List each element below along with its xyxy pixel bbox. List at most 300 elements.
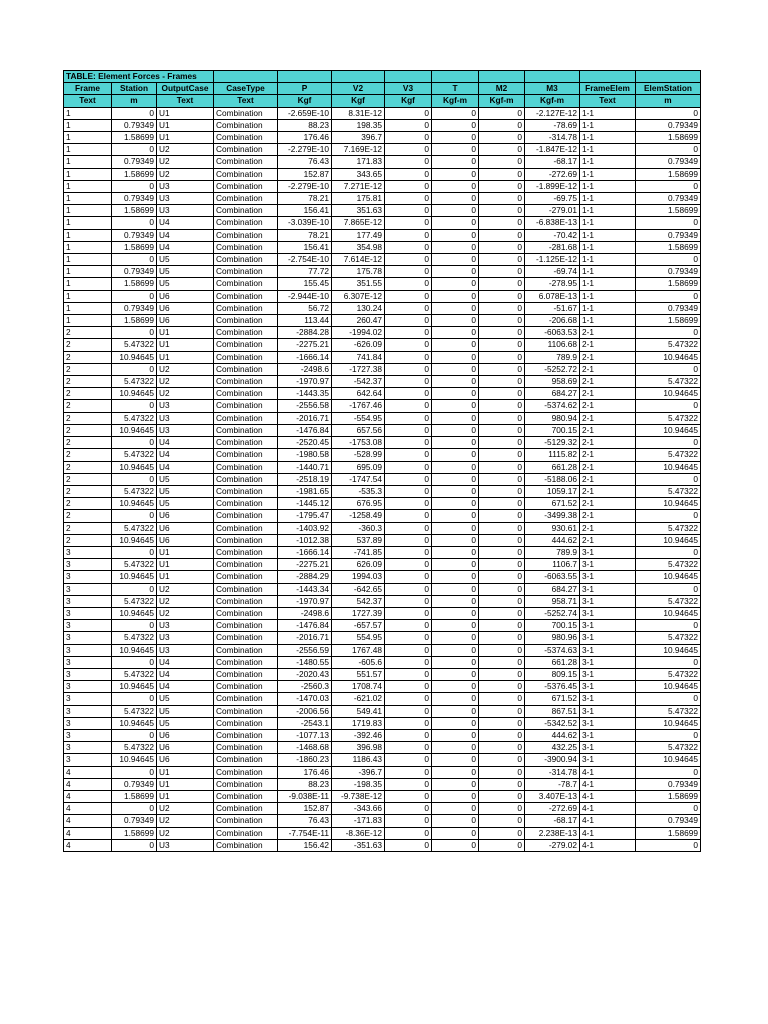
m3-cell: -5376.45 xyxy=(525,681,580,693)
frame-cell: 2 xyxy=(64,412,112,424)
m3-cell: 789.9 xyxy=(525,351,580,363)
output-case-cell: U1 xyxy=(157,559,214,571)
station-cell: 0 xyxy=(112,327,157,339)
case-type-cell: Combination xyxy=(214,180,278,192)
station-cell: 5.47322 xyxy=(112,412,157,424)
station-cell: 0 xyxy=(112,766,157,778)
v2-cell: 171.83 xyxy=(332,156,385,168)
case-type-cell: Combination xyxy=(214,693,278,705)
table-row xyxy=(64,705,701,717)
output-case-cell: U5 xyxy=(157,266,214,278)
table-row xyxy=(64,717,701,729)
elem-station-cell: 0.79349 xyxy=(636,156,701,168)
table-row xyxy=(64,729,701,741)
station-cell: 1.58699 xyxy=(112,241,157,253)
frame-cell: 1 xyxy=(64,278,112,290)
frame-cell: 1 xyxy=(64,241,112,253)
table-row xyxy=(64,290,701,302)
table-row xyxy=(64,254,701,266)
table-row xyxy=(64,546,701,558)
m3-cell: 809.15 xyxy=(525,668,580,680)
station-cell: 0 xyxy=(112,693,157,705)
frame-elem-cell: 2-1 xyxy=(580,400,636,412)
v2-cell: -1753.08 xyxy=(332,437,385,449)
frame-elem-cell: 1-1 xyxy=(580,278,636,290)
unit-cell: Text xyxy=(214,95,278,107)
table-row xyxy=(64,644,701,656)
m2-cell: 0 xyxy=(479,351,525,363)
elem-station-cell: 0 xyxy=(636,510,701,522)
m3-cell: -314.78 xyxy=(525,766,580,778)
elem-station-cell: 10.94645 xyxy=(636,607,701,619)
output-case-cell: U2 xyxy=(157,583,214,595)
frame-cell: 2 xyxy=(64,388,112,400)
output-case-cell: U5 xyxy=(157,254,214,266)
t-cell: 0 xyxy=(432,437,479,449)
table-row xyxy=(64,571,701,583)
output-case-cell: U3 xyxy=(157,839,214,851)
p-cell: -1476.84 xyxy=(278,424,332,436)
frame-cell: 2 xyxy=(64,449,112,461)
output-case-cell: U3 xyxy=(157,400,214,412)
p-cell: -1981.65 xyxy=(278,485,332,497)
m2-cell: 0 xyxy=(479,400,525,412)
elem-station-cell: 1.58699 xyxy=(636,132,701,144)
t-cell: 0 xyxy=(432,559,479,571)
station-cell: 5.47322 xyxy=(112,742,157,754)
output-case-cell: U4 xyxy=(157,241,214,253)
v2-cell: -9.738E-12 xyxy=(332,790,385,802)
m3-cell: 661.28 xyxy=(525,656,580,668)
elem-station-cell: 10.94645 xyxy=(636,571,701,583)
station-cell: 0 xyxy=(112,290,157,302)
m2-cell: 0 xyxy=(479,571,525,583)
v2-cell: 1708.74 xyxy=(332,681,385,693)
output-case-cell: U6 xyxy=(157,302,214,314)
t-cell: 0 xyxy=(432,461,479,473)
frame-cell: 2 xyxy=(64,461,112,473)
elem-station-cell: 1.58699 xyxy=(636,315,701,327)
p-cell: -2560.3 xyxy=(278,681,332,693)
t-cell: 0 xyxy=(432,644,479,656)
case-type-cell: Combination xyxy=(214,376,278,388)
table-row xyxy=(64,412,701,424)
station-cell: 0 xyxy=(112,656,157,668)
m2-cell: 0 xyxy=(479,437,525,449)
case-type-cell: Combination xyxy=(214,766,278,778)
v3-cell: 0 xyxy=(385,412,432,424)
frame-cell: 2 xyxy=(64,534,112,546)
case-type-cell: Combination xyxy=(214,571,278,583)
elem-station-cell: 5.47322 xyxy=(636,595,701,607)
station-cell: 5.47322 xyxy=(112,522,157,534)
station-cell: 5.47322 xyxy=(112,632,157,644)
elem-station-cell: 1.58699 xyxy=(636,241,701,253)
case-type-cell: Combination xyxy=(214,668,278,680)
output-case-cell: U5 xyxy=(157,485,214,497)
case-type-cell: Combination xyxy=(214,156,278,168)
t-cell: 0 xyxy=(432,546,479,558)
m3-cell: 671.52 xyxy=(525,498,580,510)
m3-cell: -6063.53 xyxy=(525,327,580,339)
station-cell: 5.47322 xyxy=(112,376,157,388)
frame-elem-cell: 1-1 xyxy=(580,315,636,327)
table-row xyxy=(64,790,701,802)
frame-cell: 2 xyxy=(64,498,112,510)
v2-cell: -1747.54 xyxy=(332,473,385,485)
elem-station-cell: 0.79349 xyxy=(636,778,701,790)
unit-cell: Kgf xyxy=(332,95,385,107)
p-cell: -1445.12 xyxy=(278,498,332,510)
m2-cell: 0 xyxy=(479,107,525,119)
output-case-cell: U2 xyxy=(157,144,214,156)
p-cell: -1980.58 xyxy=(278,449,332,461)
elem-station-cell: 0 xyxy=(636,839,701,851)
elem-station-cell: 5.47322 xyxy=(636,522,701,534)
m2-cell: 0 xyxy=(479,119,525,131)
table-row xyxy=(64,681,701,693)
column-header-row xyxy=(64,83,701,95)
m3-cell: -68.17 xyxy=(525,156,580,168)
m2-cell: 0 xyxy=(479,339,525,351)
output-case-cell: U1 xyxy=(157,766,214,778)
case-type-cell: Combination xyxy=(214,754,278,766)
p-cell: -2.944E-10 xyxy=(278,290,332,302)
case-type-cell: Combination xyxy=(214,315,278,327)
t-cell: 0 xyxy=(432,339,479,351)
elem-station-cell: 10.94645 xyxy=(636,351,701,363)
frame-cell: 2 xyxy=(64,339,112,351)
station-cell: 1.58699 xyxy=(112,168,157,180)
station-cell: 0 xyxy=(112,473,157,485)
frame-cell: 3 xyxy=(64,742,112,754)
p-cell: -2.659E-10 xyxy=(278,107,332,119)
column-header: Frame xyxy=(64,83,112,95)
output-case-cell: U1 xyxy=(157,546,214,558)
frame-cell: 2 xyxy=(64,327,112,339)
p-cell: 88.23 xyxy=(278,778,332,790)
output-case-cell: U6 xyxy=(157,729,214,741)
v2-cell: 7.865E-12 xyxy=(332,217,385,229)
t-cell: 0 xyxy=(432,168,479,180)
output-case-cell: U2 xyxy=(157,827,214,839)
station-cell: 0 xyxy=(112,546,157,558)
v3-cell: 0 xyxy=(385,339,432,351)
station-cell: 0 xyxy=(112,254,157,266)
case-type-cell: Combination xyxy=(214,278,278,290)
table-row xyxy=(64,266,701,278)
output-case-cell: U2 xyxy=(157,607,214,619)
table-row xyxy=(64,193,701,205)
t-cell: 0 xyxy=(432,315,479,327)
frame-elem-cell: 2-1 xyxy=(580,388,636,400)
table-title: TABLE: Element Forces - Frames xyxy=(64,71,214,83)
output-case-cell: U5 xyxy=(157,693,214,705)
unit-cell: Text xyxy=(580,95,636,107)
station-cell: 0.79349 xyxy=(112,778,157,790)
p-cell: 78.21 xyxy=(278,229,332,241)
table-row xyxy=(64,180,701,192)
station-cell: 0 xyxy=(112,217,157,229)
frame-cell: 4 xyxy=(64,815,112,827)
station-cell: 1.58699 xyxy=(112,132,157,144)
station-cell: 0 xyxy=(112,620,157,632)
output-case-cell: U6 xyxy=(157,315,214,327)
m3-cell: 444.62 xyxy=(525,729,580,741)
table-row xyxy=(64,595,701,607)
case-type-cell: Combination xyxy=(214,827,278,839)
p-cell: -2016.71 xyxy=(278,632,332,644)
v3-cell: 0 xyxy=(385,144,432,156)
m2-cell: 0 xyxy=(479,449,525,461)
v3-cell: 0 xyxy=(385,132,432,144)
v2-cell: 551.57 xyxy=(332,668,385,680)
m3-cell: -6.838E-13 xyxy=(525,217,580,229)
p-cell: 56.72 xyxy=(278,302,332,314)
m2-cell: 0 xyxy=(479,254,525,266)
m2-cell: 0 xyxy=(479,180,525,192)
frame-elem-cell: 4-1 xyxy=(580,778,636,790)
station-cell: 0 xyxy=(112,180,157,192)
frame-elem-cell: 4-1 xyxy=(580,827,636,839)
case-type-cell: Combination xyxy=(214,351,278,363)
table-row xyxy=(64,302,701,314)
case-type-cell: Combination xyxy=(214,193,278,205)
output-case-cell: U3 xyxy=(157,193,214,205)
v3-cell: 0 xyxy=(385,254,432,266)
station-cell: 0 xyxy=(112,729,157,741)
v2-cell: 396.98 xyxy=(332,742,385,754)
t-cell: 0 xyxy=(432,412,479,424)
case-type-cell: Combination xyxy=(214,229,278,241)
m2-cell: 0 xyxy=(479,461,525,473)
p-cell: -2543.1 xyxy=(278,717,332,729)
p-cell: -1468.68 xyxy=(278,742,332,754)
output-case-cell: U6 xyxy=(157,534,214,546)
case-type-cell: Combination xyxy=(214,327,278,339)
elem-station-cell: 0 xyxy=(636,363,701,375)
station-cell: 0 xyxy=(112,803,157,815)
v2-cell: 260.47 xyxy=(332,315,385,327)
v2-cell: 1727.39 xyxy=(332,607,385,619)
table-row xyxy=(64,766,701,778)
unit-cell: Text xyxy=(64,95,112,107)
t-cell: 0 xyxy=(432,132,479,144)
t-cell: 0 xyxy=(432,790,479,802)
table-row xyxy=(64,839,701,851)
elem-station-cell: 0 xyxy=(636,656,701,668)
table-row xyxy=(64,534,701,546)
case-type-cell: Combination xyxy=(214,107,278,119)
elem-station-cell: 5.47322 xyxy=(636,632,701,644)
t-cell: 0 xyxy=(432,351,479,363)
m3-cell: 684.27 xyxy=(525,388,580,400)
m3-cell: -1.125E-12 xyxy=(525,254,580,266)
output-case-cell: U6 xyxy=(157,754,214,766)
frame-cell: 2 xyxy=(64,473,112,485)
v2-cell: -343.66 xyxy=(332,803,385,815)
t-cell: 0 xyxy=(432,107,479,119)
t-cell: 0 xyxy=(432,473,479,485)
m3-cell: 2.238E-13 xyxy=(525,827,580,839)
frame-cell: 3 xyxy=(64,632,112,644)
v2-cell: 198.35 xyxy=(332,119,385,131)
elem-station-cell: 10.94645 xyxy=(636,681,701,693)
v2-cell: 1767.48 xyxy=(332,644,385,656)
v3-cell: 0 xyxy=(385,278,432,290)
frame-cell: 3 xyxy=(64,656,112,668)
station-cell: 0.79349 xyxy=(112,302,157,314)
station-cell: 0.79349 xyxy=(112,156,157,168)
m2-cell: 0 xyxy=(479,278,525,290)
table-row xyxy=(64,778,701,790)
output-case-cell: U1 xyxy=(157,132,214,144)
table-body xyxy=(64,107,701,851)
v3-cell: 0 xyxy=(385,705,432,717)
p-cell: -2884.29 xyxy=(278,571,332,583)
v2-cell: 351.55 xyxy=(332,278,385,290)
output-case-cell: U2 xyxy=(157,156,214,168)
t-cell: 0 xyxy=(432,754,479,766)
elem-station-cell: 0.79349 xyxy=(636,193,701,205)
case-type-cell: Combination xyxy=(214,803,278,815)
t-cell: 0 xyxy=(432,534,479,546)
v2-cell: 343.65 xyxy=(332,168,385,180)
frame-elem-cell: 2-1 xyxy=(580,424,636,436)
output-case-cell: U1 xyxy=(157,790,214,802)
frame-elem-cell: 3-1 xyxy=(580,559,636,571)
station-cell: 0 xyxy=(112,437,157,449)
m3-cell: 867.51 xyxy=(525,705,580,717)
table-row xyxy=(64,107,701,119)
m3-cell: -272.69 xyxy=(525,168,580,180)
p-cell: -1077.13 xyxy=(278,729,332,741)
m2-cell: 0 xyxy=(479,217,525,229)
frame-elem-cell: 1-1 xyxy=(580,241,636,253)
t-cell: 0 xyxy=(432,376,479,388)
case-type-cell: Combination xyxy=(214,266,278,278)
frame-cell: 3 xyxy=(64,583,112,595)
output-case-cell: U2 xyxy=(157,363,214,375)
v2-cell: -605.6 xyxy=(332,656,385,668)
v3-cell: 0 xyxy=(385,156,432,168)
p-cell: -1666.14 xyxy=(278,351,332,363)
output-case-cell: U4 xyxy=(157,668,214,680)
output-case-cell: U1 xyxy=(157,778,214,790)
frame-elem-cell: 3-1 xyxy=(580,729,636,741)
v3-cell: 0 xyxy=(385,168,432,180)
p-cell: -1470.03 xyxy=(278,693,332,705)
table-row xyxy=(64,607,701,619)
m2-cell: 0 xyxy=(479,205,525,217)
m3-cell: 6.078E-13 xyxy=(525,290,580,302)
v3-cell: 0 xyxy=(385,205,432,217)
case-type-cell: Combination xyxy=(214,778,278,790)
v2-cell: 177.49 xyxy=(332,229,385,241)
v2-cell: 175.81 xyxy=(332,193,385,205)
t-cell: 0 xyxy=(432,400,479,412)
t-cell: 0 xyxy=(432,180,479,192)
v2-cell: 7.271E-12 xyxy=(332,180,385,192)
v2-cell: -8.36E-12 xyxy=(332,827,385,839)
case-type-cell: Combination xyxy=(214,742,278,754)
v3-cell: 0 xyxy=(385,363,432,375)
v2-cell: 549.41 xyxy=(332,705,385,717)
station-cell: 10.94645 xyxy=(112,424,157,436)
frame-cell: 4 xyxy=(64,766,112,778)
frame-elem-cell: 3-1 xyxy=(580,632,636,644)
t-cell: 0 xyxy=(432,681,479,693)
v2-cell: 6.307E-12 xyxy=(332,290,385,302)
v3-cell: 0 xyxy=(385,668,432,680)
case-type-cell: Combination xyxy=(214,534,278,546)
output-case-cell: U6 xyxy=(157,522,214,534)
m3-cell: -70.42 xyxy=(525,229,580,241)
unit-cell: Kgf-m xyxy=(525,95,580,107)
frame-cell: 1 xyxy=(64,266,112,278)
elem-station-cell: 0 xyxy=(636,290,701,302)
m3-cell: -5252.72 xyxy=(525,363,580,375)
table-row xyxy=(64,132,701,144)
elem-station-cell: 0 xyxy=(636,254,701,266)
frame-cell: 2 xyxy=(64,485,112,497)
column-header: V3 xyxy=(385,83,432,95)
frame-cell: 2 xyxy=(64,437,112,449)
frame-elem-cell: 2-1 xyxy=(580,461,636,473)
station-cell: 10.94645 xyxy=(112,461,157,473)
station-cell: 10.94645 xyxy=(112,717,157,729)
t-cell: 0 xyxy=(432,424,479,436)
m2-cell: 0 xyxy=(479,534,525,546)
p-cell: -2498.6 xyxy=(278,607,332,619)
frame-cell: 3 xyxy=(64,607,112,619)
frame-elem-cell: 2-1 xyxy=(580,449,636,461)
frame-elem-cell: 2-1 xyxy=(580,327,636,339)
p-cell: -2520.45 xyxy=(278,437,332,449)
elem-station-cell: 10.94645 xyxy=(636,717,701,729)
output-case-cell: U6 xyxy=(157,290,214,302)
frame-cell: 1 xyxy=(64,144,112,156)
output-case-cell: U1 xyxy=(157,339,214,351)
v3-cell: 0 xyxy=(385,449,432,461)
p-cell: -2556.59 xyxy=(278,644,332,656)
table-row xyxy=(64,668,701,680)
m2-cell: 0 xyxy=(479,363,525,375)
case-type-cell: Combination xyxy=(214,168,278,180)
v3-cell: 0 xyxy=(385,217,432,229)
station-cell: 0 xyxy=(112,839,157,851)
t-cell: 0 xyxy=(432,388,479,400)
m3-cell: 1106.7 xyxy=(525,559,580,571)
elem-station-cell: 0 xyxy=(636,583,701,595)
v3-cell: 0 xyxy=(385,815,432,827)
t-cell: 0 xyxy=(432,705,479,717)
v3-cell: 0 xyxy=(385,790,432,802)
table-row xyxy=(64,229,701,241)
case-type-cell: Combination xyxy=(214,144,278,156)
station-cell: 5.47322 xyxy=(112,339,157,351)
frame-cell: 2 xyxy=(64,510,112,522)
case-type-cell: Combination xyxy=(214,644,278,656)
station-cell: 10.94645 xyxy=(112,754,157,766)
m2-cell: 0 xyxy=(479,681,525,693)
m3-cell: -272.69 xyxy=(525,803,580,815)
station-cell: 0 xyxy=(112,583,157,595)
station-cell: 0 xyxy=(112,144,157,156)
frame-cell: 1 xyxy=(64,156,112,168)
v3-cell: 0 xyxy=(385,510,432,522)
t-cell: 0 xyxy=(432,742,479,754)
